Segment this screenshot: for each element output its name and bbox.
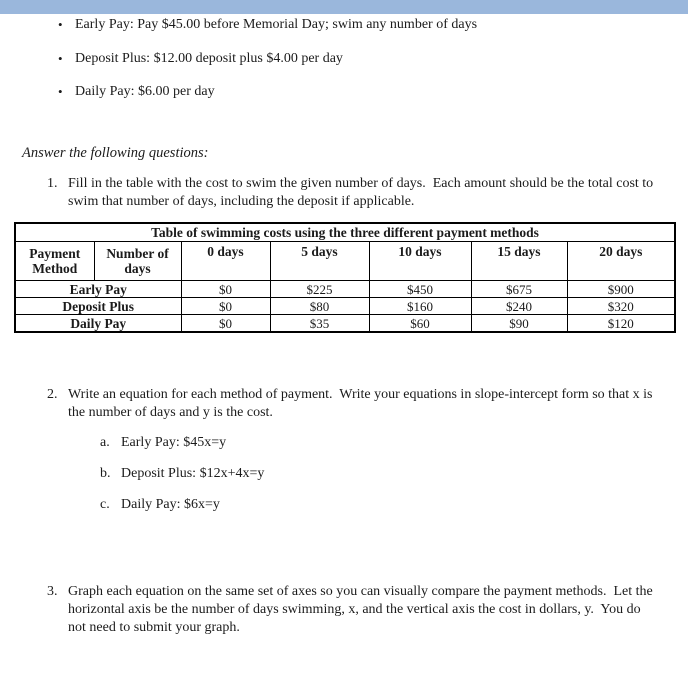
table-cell: $120 [567,315,675,333]
column-header-5-days: 5 days [270,242,369,281]
table-cell: $675 [471,281,567,298]
question-1 [47,175,660,211]
table-cell: $225 [270,281,369,298]
question-number: 3. [47,584,58,599]
row-label: Deposit Plus [15,298,181,315]
column-header-number-of-days: Number of days [94,242,181,281]
column-header-15-days: 15 days [471,242,567,281]
table-cell: $60 [369,315,471,333]
table-cell: $0 [181,315,270,333]
question-number: 1. [47,176,58,191]
sub-item-text: Daily Pay: $6x=y [121,497,220,512]
question-2 [47,386,660,422]
bullet-icon: • [58,17,63,32]
table-cell: $320 [567,298,675,315]
table-cell: $900 [567,281,675,298]
sub-item-marker: b. [100,466,111,481]
bullet-icon: • [58,51,63,66]
question-text: Graph each equation on the same set of axes so you can visually compare the payment methods. Let the horizontal axis be the number of days swimming, x, and the vertical axis the cost in dollars, y. You do not need to submit your graph. [68,584,657,635]
sub-item-marker: c. [100,497,110,512]
column-header-0-days: 0 days [181,242,270,281]
question-number: 2. [47,387,58,402]
swim-cost-table [14,222,676,333]
table-title: Table of swimming costs using the three different payment methods [15,223,675,242]
table-cell: $450 [369,281,471,298]
list-item [58,16,668,33]
sub-item-marker: a. [100,435,110,450]
question-text: Write an equation for each method of payment. Write your equations in slope-intercept form so that x is the number of days and y is the cost. [68,387,656,420]
table-row [15,298,675,315]
table-cell: $80 [270,298,369,315]
row-label: Daily Pay [15,315,181,333]
answer-item-c [100,496,220,514]
table-row [15,281,675,298]
table-cell: $0 [181,298,270,315]
list-item [58,83,668,100]
table-cell: $35 [270,315,369,333]
row-label: Early Pay [15,281,181,298]
bullet-icon: • [58,84,63,99]
list-item [58,50,668,67]
column-header-10-days: 10 days [369,242,471,281]
column-header-20-days: 20 days [567,242,675,281]
table-header-row [15,242,675,281]
table-row [15,315,675,333]
table-cell: $240 [471,298,567,315]
column-header-payment-method: Payment Method [15,242,94,281]
table-title-row [15,223,675,242]
bullet-text: Daily Pay: $6.00 per day [75,84,215,99]
page-top-accent-bar [0,0,688,14]
question-text: Fill in the table with the cost to swim the given number of days. Each amount should be the total cost to swim that number of days, including the deposit if applicable. [68,176,657,209]
bullet-text: Deposit Plus: $12.00 deposit plus $4.00 per day [75,51,343,66]
table-cell: $0 [181,281,270,298]
answer-item-a [100,434,226,452]
table-cell: $90 [471,315,567,333]
answer-item-b [100,465,264,483]
table-cell: $160 [369,298,471,315]
section-prompt: Answer the following questions: [22,145,209,161]
bullet-text: Early Pay: Pay $45.00 before Memorial Day; swim any number of days [75,17,478,32]
sub-item-text: Deposit Plus: $12x+4x=y [121,466,265,481]
question-3 [47,583,660,637]
sub-item-text: Early Pay: $45x=y [121,435,227,450]
